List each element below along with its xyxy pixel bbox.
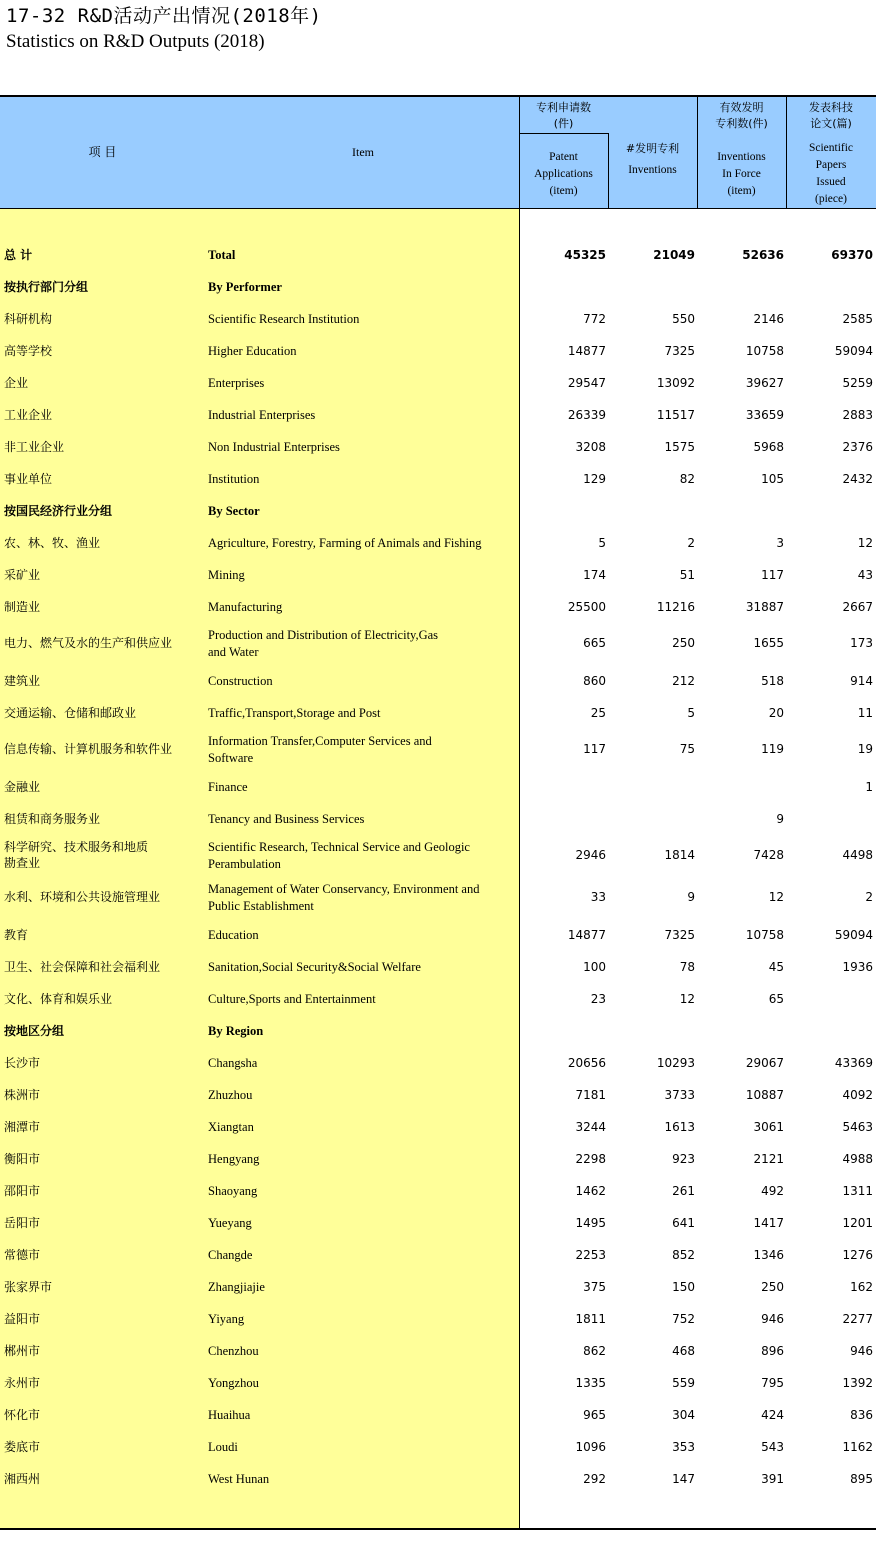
inventions-in-force-value: 424 xyxy=(761,1408,784,1422)
row-label-cn: 水利、环境和公共设施管理业 xyxy=(4,890,161,904)
row-label-cn: 益阳市 xyxy=(4,1312,41,1326)
papers-issued-value: 59094 xyxy=(834,344,873,358)
inventions-in-force-value: 31887 xyxy=(745,600,784,614)
header-papers-en-line: Scientific xyxy=(808,142,854,154)
page-title-cn: 17-32 R&D活动产出情况(2018年) xyxy=(6,5,322,27)
statistics-table xyxy=(0,95,876,1530)
row-label-en-continued: Public Establishment xyxy=(208,899,314,913)
table-header xyxy=(0,97,876,209)
patent-applications-value: 3208 xyxy=(575,440,606,454)
row-label-en: West Hunan xyxy=(208,1472,270,1486)
row-label-en: Changde xyxy=(208,1248,253,1262)
patent-applications-value: 7181 xyxy=(575,1088,606,1102)
row-label-cn: 事业单位 xyxy=(4,472,53,486)
row-label-en: By Sector xyxy=(208,504,260,518)
inventions-value: 2 xyxy=(687,536,695,550)
header-patent-applications-line: (item) xyxy=(549,185,578,197)
row-label-cn: 卫生、社会保障和社会福利业 xyxy=(4,960,161,974)
row-label-cn: 科研机构 xyxy=(4,312,53,326)
row-label-cn: 租赁和商务服务业 xyxy=(4,812,101,826)
row-label-en: Industrial Enterprises xyxy=(208,408,316,422)
row-label-en: Higher Education xyxy=(208,344,297,358)
header-patent-group-cn: 专利申请数 xyxy=(536,101,591,114)
papers-issued-value: 43 xyxy=(857,568,873,582)
inventions-in-force-value: 33659 xyxy=(745,408,784,422)
papers-issued-value: 43369 xyxy=(834,1056,873,1070)
row-label-cn: 文化、体育和娱乐业 xyxy=(4,992,113,1006)
inventions-value: 5 xyxy=(687,706,695,720)
row-label-cn: 工业企业 xyxy=(4,408,53,422)
header-inventions-in-force xyxy=(697,100,786,132)
row-label-en: By Region xyxy=(208,1024,264,1038)
papers-issued-value: 4988 xyxy=(842,1152,873,1166)
papers-issued-value: 2667 xyxy=(842,600,873,614)
patent-applications-value: 25500 xyxy=(567,600,606,614)
row-label-cn: 怀化市 xyxy=(4,1408,41,1422)
inventions-value: 468 xyxy=(672,1344,695,1358)
inventions-in-force-value: 3061 xyxy=(753,1120,784,1134)
title-block xyxy=(6,4,322,54)
papers-issued-value: 12 xyxy=(857,536,873,550)
papers-issued-value: 2883 xyxy=(842,408,873,422)
papers-issued-value: 1276 xyxy=(842,1248,873,1262)
inventions-value: 11216 xyxy=(656,600,695,614)
inventions-in-force-value: 10758 xyxy=(745,928,784,942)
inventions-value: 212 xyxy=(672,674,695,688)
row-label-en: Information Transfer,Computer Services and xyxy=(208,734,432,748)
row-label-en: Total xyxy=(208,248,236,262)
patent-applications-value: 14877 xyxy=(567,344,606,358)
row-label-en: Finance xyxy=(208,780,248,794)
inventions-value: 923 xyxy=(672,1152,695,1166)
inventions-in-force-value: 946 xyxy=(761,1312,784,1326)
inventions-in-force-value: 117 xyxy=(761,568,784,582)
row-label-cn: 农、林、牧、渔业 xyxy=(4,536,101,550)
patent-applications-value: 965 xyxy=(583,1408,606,1422)
row-label-cn: 张家界市 xyxy=(4,1280,53,1294)
row-label-cn: 娄底市 xyxy=(4,1440,41,1454)
row-label-cn: 湘西州 xyxy=(4,1472,41,1486)
patent-applications-value: 860 xyxy=(583,674,606,688)
inventions-in-force-value: 12 xyxy=(768,890,784,904)
row-label-en: Enterprises xyxy=(208,376,265,390)
papers-issued-value: 1162 xyxy=(842,1440,873,1454)
row-label-en: Hengyang xyxy=(208,1152,260,1166)
inventions-value: 51 xyxy=(679,568,695,582)
header-papers xyxy=(786,100,876,132)
row-label-cn: 按地区分组 xyxy=(4,1024,65,1038)
patent-applications-value: 292 xyxy=(583,1472,606,1486)
row-label-en-continued: Software xyxy=(208,751,254,765)
patent-applications-value: 25 xyxy=(590,706,606,720)
patent-applications-value: 129 xyxy=(583,472,606,486)
inventions-in-force-value: 45 xyxy=(768,960,784,974)
inventions-value: 10293 xyxy=(656,1056,695,1070)
inventions-in-force-value: 2146 xyxy=(753,312,784,326)
row-label-en: Loudi xyxy=(208,1440,238,1454)
patent-applications-value: 1335 xyxy=(575,1376,606,1390)
inventions-in-force-value: 3 xyxy=(776,536,784,550)
papers-issued-value: 2277 xyxy=(842,1312,873,1326)
patent-applications-value: 1495 xyxy=(575,1216,606,1230)
inventions-value: 7325 xyxy=(664,344,695,358)
papers-issued-value: 914 xyxy=(850,674,873,688)
inventions-value: 641 xyxy=(672,1216,695,1230)
papers-issued-value: 5463 xyxy=(842,1120,873,1134)
row-label-en-continued: and Water xyxy=(208,645,259,659)
inventions-value: 550 xyxy=(672,312,695,326)
inventions-value: 150 xyxy=(672,1280,695,1294)
inventions-in-force-value: 7428 xyxy=(753,848,784,862)
inventions-value: 21049 xyxy=(653,248,695,262)
header-patent-applications-line: Patent xyxy=(549,151,578,163)
row-label-en: Mining xyxy=(208,568,245,582)
row-label-cn: 建筑业 xyxy=(4,674,41,688)
row-label-en: Yongzhou xyxy=(208,1376,259,1390)
row-label-en: Traffic,Transport,Storage and Post xyxy=(208,706,381,720)
papers-issued-value: 1311 xyxy=(842,1184,873,1198)
row-label-en: Culture,Sports and Entertainment xyxy=(208,992,376,1006)
inventions-value: 78 xyxy=(679,960,695,974)
row-label-en: Scientific Research Institution xyxy=(208,312,360,326)
inventions-in-force-value: 9 xyxy=(776,812,784,826)
papers-issued-value: 836 xyxy=(850,1408,873,1422)
row-label-cn: 科学研究、技术服务和地质 xyxy=(4,840,149,854)
patent-applications-value: 100 xyxy=(583,960,606,974)
row-label-cn: 电力、燃气及水的生产和供应业 xyxy=(4,636,173,650)
row-label-en: Yiyang xyxy=(208,1312,245,1326)
header-force-en-line: Inventions xyxy=(717,151,766,163)
inventions-value: 1575 xyxy=(664,440,695,454)
row-label-cn: 非工业企业 xyxy=(4,440,65,454)
papers-issued-value: 59094 xyxy=(834,928,873,942)
patent-applications-value: 3244 xyxy=(575,1120,606,1134)
row-label-cn: 金融业 xyxy=(4,780,41,794)
patent-applications-value: 772 xyxy=(583,312,606,326)
inventions-value: 250 xyxy=(672,636,695,650)
inventions-value: 353 xyxy=(672,1440,695,1454)
row-label-en: Chenzhou xyxy=(208,1344,259,1358)
header-item-en: Item xyxy=(352,145,374,159)
papers-issued-value: 1 xyxy=(865,780,873,794)
row-label-en: Construction xyxy=(208,674,273,688)
row-label-en: Changsha xyxy=(208,1056,258,1070)
row-label-cn: 常德市 xyxy=(4,1248,41,1262)
papers-issued-value: 895 xyxy=(850,1472,873,1486)
patent-applications-value: 2253 xyxy=(575,1248,606,1262)
header-papers-en-line: Papers xyxy=(815,159,847,171)
papers-issued-value: 11 xyxy=(857,706,873,720)
header-inventions-en: Inventions xyxy=(628,164,677,176)
inventions-value: 852 xyxy=(672,1248,695,1262)
page-title-en: Statistics on R&D Outputs (2018) xyxy=(6,31,265,52)
row-label-cn: 永州市 xyxy=(4,1376,41,1390)
header-force-en-line: (item) xyxy=(727,185,756,197)
row-label-en: Sanitation,Social Security&Social Welfare xyxy=(208,960,421,974)
inventions-in-force-value: 518 xyxy=(761,674,784,688)
inventions-value: 7325 xyxy=(664,928,695,942)
header-patent-applications xyxy=(519,149,608,200)
header-inventions-cn: #发明专利 xyxy=(625,142,680,155)
row-label-cn: 按国民经济行业分组 xyxy=(4,504,113,518)
header-papers-en-line: Issued xyxy=(816,176,846,188)
row-label-en: Agriculture, Forestry, Farming of Animals and Fishing xyxy=(208,536,482,550)
inventions-in-force-value: 29067 xyxy=(745,1056,784,1070)
row-label-en: Education xyxy=(208,928,259,942)
row-label-cn: 总 计 xyxy=(4,248,33,262)
row-label-en: Tenancy and Business Services xyxy=(208,812,365,826)
inventions-value: 82 xyxy=(679,472,695,486)
patent-applications-value: 14877 xyxy=(567,928,606,942)
patent-applications-value: 26339 xyxy=(567,408,606,422)
papers-issued-value: 2376 xyxy=(842,440,873,454)
inventions-in-force-value: 2121 xyxy=(753,1152,784,1166)
row-label-cn: 企业 xyxy=(4,376,29,390)
patent-applications-value: 20656 xyxy=(567,1056,606,1070)
row-label-en: Institution xyxy=(208,472,260,486)
inventions-in-force-value: 250 xyxy=(761,1280,784,1294)
inventions-in-force-value: 5968 xyxy=(753,440,784,454)
header-papers-en-line: (piece) xyxy=(815,193,847,205)
inventions-value: 752 xyxy=(672,1312,695,1326)
row-label-en: Xiangtan xyxy=(208,1120,254,1134)
row-label-cn: 郴州市 xyxy=(4,1344,41,1358)
patent-applications-value: 33 xyxy=(590,890,606,904)
papers-issued-value: 1936 xyxy=(842,960,873,974)
inventions-in-force-value: 1655 xyxy=(753,636,784,650)
header-patent-group xyxy=(519,100,608,132)
papers-issued-value: 162 xyxy=(850,1280,873,1294)
inventions-in-force-value: 896 xyxy=(761,1344,784,1358)
row-label-en: Shaoyang xyxy=(208,1184,258,1198)
inventions-in-force-value: 795 xyxy=(761,1376,784,1390)
inventions-value: 3733 xyxy=(664,1088,695,1102)
patent-applications-value: 1096 xyxy=(575,1440,606,1454)
inventions-value: 13092 xyxy=(656,376,695,390)
patent-applications-value: 2946 xyxy=(575,848,606,862)
papers-issued-value: 2432 xyxy=(842,472,873,486)
inventions-in-force-value: 52636 xyxy=(742,248,784,262)
patent-applications-value: 1811 xyxy=(575,1312,606,1326)
row-label-cn: 邵阳市 xyxy=(4,1184,41,1198)
inventions-in-force-value: 10887 xyxy=(745,1088,784,1102)
patent-applications-value: 375 xyxy=(583,1280,606,1294)
inventions-in-force-value: 105 xyxy=(761,472,784,486)
row-label-cn: 株洲市 xyxy=(4,1088,41,1102)
inventions-in-force-value: 492 xyxy=(761,1184,784,1198)
inventions-value: 261 xyxy=(672,1184,695,1198)
header-divider xyxy=(519,133,608,134)
papers-issued-value: 173 xyxy=(850,636,873,650)
row-label-en: By Performer xyxy=(208,280,282,294)
patent-applications-value: 117 xyxy=(583,742,606,756)
header-force-cn-line: 专利数(件) xyxy=(715,117,768,130)
row-label-cn: 湘潭市 xyxy=(4,1120,41,1134)
papers-issued-value: 19 xyxy=(857,742,873,756)
inventions-in-force-value: 1346 xyxy=(753,1248,784,1262)
papers-issued-value: 4498 xyxy=(842,848,873,862)
inventions-in-force-value: 543 xyxy=(761,1440,784,1454)
inventions-value: 12 xyxy=(679,992,695,1006)
row-label-en-continued: Perambulation xyxy=(208,857,281,871)
patent-applications-value: 29547 xyxy=(567,376,606,390)
inventions-in-force-value: 65 xyxy=(768,992,784,1006)
header-force-cn-line: 有效发明 xyxy=(719,101,764,114)
papers-issued-value: 69370 xyxy=(831,248,873,262)
header-item-cn: 项 目 xyxy=(88,145,117,159)
row-label-cn: 采矿业 xyxy=(4,568,41,582)
inventions-value: 9 xyxy=(687,890,695,904)
inventions-in-force-value: 391 xyxy=(761,1472,784,1486)
table-bottom-rule xyxy=(0,1528,876,1530)
header-patent-group-unit: (件) xyxy=(553,117,574,130)
header-papers-cn-line: 论文(篇) xyxy=(810,117,852,130)
inventions-value: 304 xyxy=(672,1408,695,1422)
header-papers-en xyxy=(786,140,876,208)
header-force-en xyxy=(697,149,786,200)
inventions-value: 147 xyxy=(672,1472,695,1486)
row-label-cn-continued: 勘查业 xyxy=(4,856,41,870)
inventions-in-force-value: 119 xyxy=(761,742,784,756)
item-column-divider xyxy=(519,209,520,1528)
papers-issued-value: 1392 xyxy=(842,1376,873,1390)
row-label-en: Zhangjiajie xyxy=(208,1280,265,1294)
inventions-value: 559 xyxy=(672,1376,695,1390)
row-label-cn: 长沙市 xyxy=(4,1056,41,1070)
row-label-en: Scientific Research, Technical Service and Geologic xyxy=(208,840,470,854)
row-label-en: Non Industrial Enterprises xyxy=(208,440,340,454)
row-label-en: Manufacturing xyxy=(208,600,283,614)
inventions-in-force-value: 1417 xyxy=(753,1216,784,1230)
inventions-value: 1814 xyxy=(664,848,695,862)
row-label-cn: 交通运输、仓储和邮政业 xyxy=(4,706,137,720)
row-label-cn: 按执行部门分组 xyxy=(4,280,89,294)
inventions-value: 11517 xyxy=(656,408,695,422)
inventions-in-force-value: 10758 xyxy=(745,344,784,358)
patent-applications-value: 2298 xyxy=(575,1152,606,1166)
header-force-en-line: In Force xyxy=(722,168,761,180)
patent-applications-value: 174 xyxy=(583,568,606,582)
papers-issued-value: 2 xyxy=(865,890,873,904)
papers-issued-value: 5259 xyxy=(842,376,873,390)
row-label-cn: 岳阳市 xyxy=(4,1216,41,1230)
inventions-value: 1613 xyxy=(664,1120,695,1134)
row-label-cn: 教育 xyxy=(4,928,29,942)
row-label-cn: 衡阳市 xyxy=(4,1152,41,1166)
header-patent-applications-line: Applications xyxy=(534,168,593,180)
row-label-cn: 信息传输、计算机服务和软件业 xyxy=(4,742,173,756)
row-label-en: Management of Water Conservancy, Environment and xyxy=(208,882,480,896)
patent-applications-value: 23 xyxy=(590,992,606,1006)
patent-applications-value: 45325 xyxy=(564,248,606,262)
row-label-en: Production and Distribution of Electricity,Gas xyxy=(208,628,439,642)
header-inventions xyxy=(608,141,697,178)
row-label-en: Yueyang xyxy=(208,1216,252,1230)
row-label-cn: 制造业 xyxy=(4,600,41,614)
patent-applications-value: 665 xyxy=(583,636,606,650)
header-papers-cn-line: 发表科技 xyxy=(809,101,853,114)
patent-applications-value: 5 xyxy=(598,536,606,550)
row-label-en: Zhuzhou xyxy=(208,1088,253,1102)
inventions-value: 75 xyxy=(679,742,695,756)
patent-applications-value: 1462 xyxy=(575,1184,606,1198)
papers-issued-value: 2585 xyxy=(842,312,873,326)
papers-issued-value: 1201 xyxy=(842,1216,873,1230)
papers-issued-value: 4092 xyxy=(842,1088,873,1102)
row-label-cn: 高等学校 xyxy=(4,344,53,358)
inventions-in-force-value: 20 xyxy=(768,706,784,720)
row-label-en: Huaihua xyxy=(208,1408,251,1422)
inventions-in-force-value: 39627 xyxy=(745,376,784,390)
papers-issued-value: 946 xyxy=(850,1344,873,1358)
patent-applications-value: 862 xyxy=(583,1344,606,1358)
